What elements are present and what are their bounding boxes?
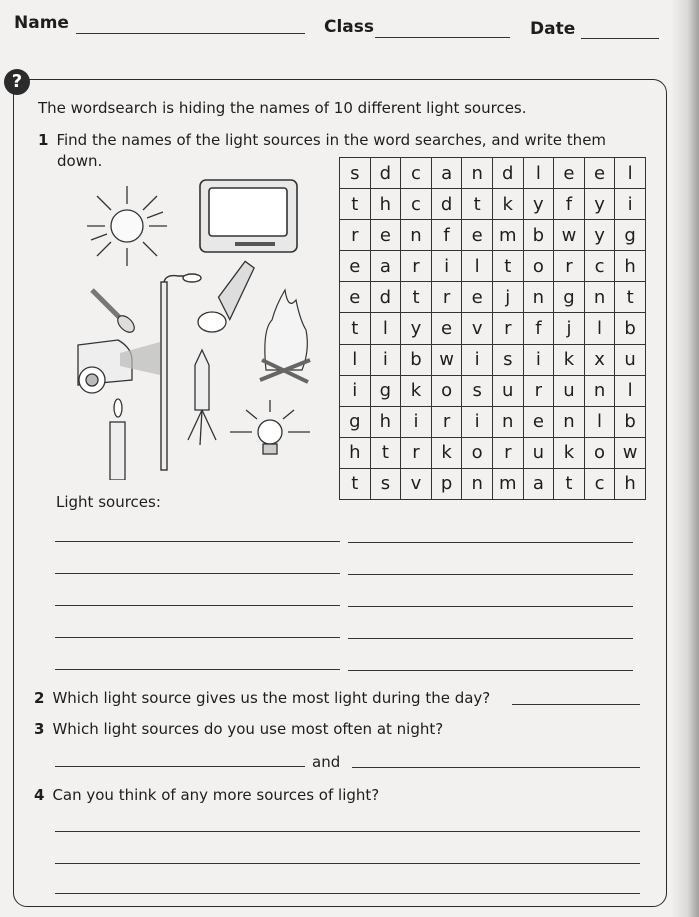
- grid-cell[interactable]: u: [523, 437, 554, 468]
- grid-cell[interactable]: i: [340, 375, 371, 406]
- grid-row: [340, 220, 646, 251]
- grid-cell[interactable]: w: [615, 437, 646, 468]
- grid-cell[interactable]: t: [340, 313, 371, 344]
- grid-cell[interactable]: d: [370, 282, 401, 313]
- grid-cell[interactable]: l: [523, 158, 554, 189]
- grid-row: [340, 251, 646, 282]
- grid-cell[interactable]: g: [340, 406, 371, 437]
- q4-question: Can you think of any more sources of light?: [52, 786, 380, 804]
- grid-cell[interactable]: n: [554, 406, 585, 437]
- grid-cell[interactable]: h: [370, 189, 401, 220]
- grid-cell[interactable]: i: [462, 406, 493, 437]
- grid-cell[interactable]: a: [370, 251, 401, 282]
- grid-cell[interactable]: s: [462, 375, 493, 406]
- grid-cell[interactable]: h: [615, 251, 646, 282]
- grid-cell[interactable]: u: [492, 375, 523, 406]
- grid-cell[interactable]: t: [401, 282, 432, 313]
- q1-number: 1: [38, 131, 49, 149]
- q4-text: [34, 786, 379, 804]
- grid-cell[interactable]: e: [431, 313, 462, 344]
- grid-cell[interactable]: y: [523, 189, 554, 220]
- q1-text: [38, 131, 606, 149]
- grid-cell[interactable]: t: [340, 189, 371, 220]
- date-field[interactable]: [581, 38, 659, 39]
- name-field[interactable]: [76, 33, 305, 34]
- grid-cell[interactable]: w: [554, 220, 585, 251]
- grid-cell[interactable]: n: [584, 282, 615, 313]
- grid-cell[interactable]: n: [492, 406, 523, 437]
- grid-cell[interactable]: c: [401, 158, 432, 189]
- bonfire-icon: [260, 290, 310, 382]
- grid-cell[interactable]: l: [370, 313, 401, 344]
- q3-question: Which light sources do you use most often at night?: [52, 720, 444, 738]
- grid-cell[interactable]: u: [615, 344, 646, 375]
- grid-cell[interactable]: d: [370, 158, 401, 189]
- grid-cell[interactable]: o: [584, 437, 615, 468]
- grid-cell[interactable]: v: [401, 468, 432, 499]
- grid-cell[interactable]: e: [370, 220, 401, 251]
- grid-cell[interactable]: d: [431, 189, 462, 220]
- firework-rocket-icon: [188, 350, 216, 445]
- grid-cell[interactable]: i: [401, 406, 432, 437]
- grid-cell[interactable]: f: [431, 220, 462, 251]
- grid-cell[interactable]: e: [523, 406, 554, 437]
- grid-cell[interactable]: b: [615, 406, 646, 437]
- grid-row: [340, 158, 646, 189]
- q1-line1: Find the names of the light sources in the word searches, and write them: [56, 131, 607, 149]
- grid-cell[interactable]: y: [584, 189, 615, 220]
- grid-cell[interactable]: o: [462, 437, 493, 468]
- car-headlight-icon: [78, 340, 160, 393]
- grid-cell[interactable]: g: [370, 375, 401, 406]
- grid-cell[interactable]: s: [340, 158, 371, 189]
- answer-line-4[interactable]: [348, 574, 633, 575]
- grid-cell[interactable]: n: [584, 375, 615, 406]
- name-label: Name: [14, 13, 69, 33]
- grid-row: [340, 282, 646, 313]
- grid-cell[interactable]: l: [584, 313, 615, 344]
- grid-cell[interactable]: e: [554, 158, 585, 189]
- grid-cell[interactable]: i: [615, 189, 646, 220]
- grid-cell[interactable]: u: [554, 375, 585, 406]
- grid-cell[interactable]: i: [431, 251, 462, 282]
- grid-row: [340, 468, 646, 499]
- grid-cell[interactable]: h: [615, 468, 646, 499]
- grid-cell[interactable]: r: [401, 437, 432, 468]
- grid-row: [340, 406, 646, 437]
- grid-cell[interactable]: o: [523, 251, 554, 282]
- grid-cell[interactable]: r: [492, 437, 523, 468]
- grid-cell[interactable]: i: [523, 344, 554, 375]
- grid-cell[interactable]: k: [554, 437, 585, 468]
- grid-cell[interactable]: r: [401, 251, 432, 282]
- date-label: Date: [530, 19, 576, 39]
- grid-cell[interactable]: t: [462, 189, 493, 220]
- grid-cell[interactable]: i: [462, 344, 493, 375]
- q2-answer-line[interactable]: [512, 704, 640, 705]
- grid-cell[interactable]: k: [492, 189, 523, 220]
- grid-cell[interactable]: t: [492, 251, 523, 282]
- answer-line-1[interactable]: [55, 541, 340, 542]
- answer-line-3[interactable]: [55, 573, 340, 574]
- grid-cell[interactable]: t: [615, 282, 646, 313]
- grid-cell[interactable]: y: [584, 220, 615, 251]
- grid-cell[interactable]: s: [492, 344, 523, 375]
- match-icon: [92, 290, 137, 335]
- q4-answer-line-3[interactable]: [55, 893, 640, 894]
- grid-cell[interactable]: l: [615, 158, 646, 189]
- q3-number: 3: [34, 720, 45, 738]
- grid-cell[interactable]: c: [401, 189, 432, 220]
- grid-cell[interactable]: n: [401, 220, 432, 251]
- grid-cell[interactable]: j: [554, 313, 585, 344]
- grid-cell[interactable]: r: [492, 313, 523, 344]
- grid-row: [340, 189, 646, 220]
- grid-cell[interactable]: h: [340, 437, 371, 468]
- grid-cell[interactable]: b: [401, 344, 432, 375]
- grid-cell[interactable]: w: [431, 344, 462, 375]
- q3-text: [34, 720, 443, 738]
- grid-cell[interactable]: k: [401, 375, 432, 406]
- grid-row: [340, 375, 646, 406]
- grid-cell[interactable]: x: [584, 344, 615, 375]
- torch-icon: [198, 258, 255, 332]
- grid-cell[interactable]: e: [340, 282, 371, 313]
- grid-cell[interactable]: n: [462, 158, 493, 189]
- q3-answer-line-2[interactable]: [352, 767, 640, 768]
- q2-text: [34, 689, 490, 707]
- q4-number: 4: [34, 786, 45, 804]
- q3-answer-line-1[interactable]: [55, 766, 305, 767]
- light-sources-label: Light sources:: [56, 493, 161, 511]
- grid-cell[interactable]: t: [554, 468, 585, 499]
- answer-line-5[interactable]: [55, 605, 340, 606]
- grid-cell[interactable]: r: [523, 375, 554, 406]
- class-field[interactable]: [375, 37, 510, 38]
- q2-question: Which light source gives us the most light during the day?: [52, 689, 491, 707]
- answer-line-10[interactable]: [348, 670, 633, 671]
- answer-line-2[interactable]: [348, 542, 633, 543]
- grid-cell[interactable]: t: [370, 437, 401, 468]
- grid-cell[interactable]: n: [462, 468, 493, 499]
- grid-cell[interactable]: f: [523, 313, 554, 344]
- q3-and: and: [312, 753, 341, 771]
- grid-cell[interactable]: l: [584, 406, 615, 437]
- sun-icon: [87, 186, 167, 266]
- grid-cell[interactable]: d: [492, 158, 523, 189]
- grid-cell[interactable]: f: [554, 189, 585, 220]
- grid-cell[interactable]: b: [615, 313, 646, 344]
- grid-cell[interactable]: g: [554, 282, 585, 313]
- grid-cell[interactable]: r: [431, 406, 462, 437]
- illustrations: [70, 170, 332, 480]
- grid-row: [340, 437, 646, 468]
- grid-cell[interactable]: m: [492, 468, 523, 499]
- grid-cell[interactable]: p: [431, 468, 462, 499]
- answer-line-8[interactable]: [348, 638, 633, 639]
- grid-cell[interactable]: t: [340, 468, 371, 499]
- grid-cell[interactable]: e: [462, 220, 493, 251]
- grid-row: [340, 344, 646, 375]
- wordsearch-grid: [339, 157, 646, 500]
- grid-cell[interactable]: k: [431, 437, 462, 468]
- answer-line-6[interactable]: [348, 606, 633, 607]
- grid-row: [340, 313, 646, 344]
- grid-cell[interactable]: g: [615, 220, 646, 251]
- grid-cell[interactable]: i: [370, 344, 401, 375]
- grid-cell[interactable]: a: [431, 158, 462, 189]
- class-label: Class: [324, 17, 375, 37]
- grid-cell[interactable]: e: [584, 158, 615, 189]
- grid-cell[interactable]: l: [615, 375, 646, 406]
- q2-number: 2: [34, 689, 45, 707]
- q4-answer-line-1[interactable]: [55, 831, 640, 832]
- grid-cell[interactable]: c: [584, 468, 615, 499]
- grid-cell[interactable]: r: [340, 220, 371, 251]
- grid-cell[interactable]: e: [462, 282, 493, 313]
- q1-line2: down.: [57, 152, 103, 170]
- grid-cell[interactable]: a: [523, 468, 554, 499]
- television-icon: [200, 180, 297, 252]
- question-badge-icon: ?: [4, 69, 30, 95]
- grid-cell[interactable]: m: [492, 220, 523, 251]
- page-shadow: [671, 0, 699, 917]
- grid-cell[interactable]: s: [370, 468, 401, 499]
- grid-cell[interactable]: l: [462, 251, 493, 282]
- candle-icon: [110, 399, 125, 480]
- answer-line-9[interactable]: [55, 669, 340, 670]
- grid-cell[interactable]: o: [431, 375, 462, 406]
- light-bulb-icon: [230, 400, 310, 454]
- grid-cell[interactable]: r: [554, 251, 585, 282]
- grid-cell[interactable]: c: [584, 251, 615, 282]
- grid-cell[interactable]: e: [340, 251, 371, 282]
- grid-cell[interactable]: b: [523, 220, 554, 251]
- grid-cell[interactable]: v: [462, 313, 493, 344]
- q4-answer-line-2[interactable]: [55, 863, 640, 864]
- grid-cell[interactable]: y: [401, 313, 432, 344]
- answer-line-7[interactable]: [55, 637, 340, 638]
- grid-cell[interactable]: k: [554, 344, 585, 375]
- grid-cell[interactable]: j: [492, 282, 523, 313]
- grid-cell[interactable]: h: [370, 406, 401, 437]
- grid-cell[interactable]: n: [523, 282, 554, 313]
- grid-cell[interactable]: l: [340, 344, 371, 375]
- grid-cell[interactable]: r: [431, 282, 462, 313]
- intro-text: The wordsearch is hiding the names of 10 different light sources.: [38, 99, 527, 117]
